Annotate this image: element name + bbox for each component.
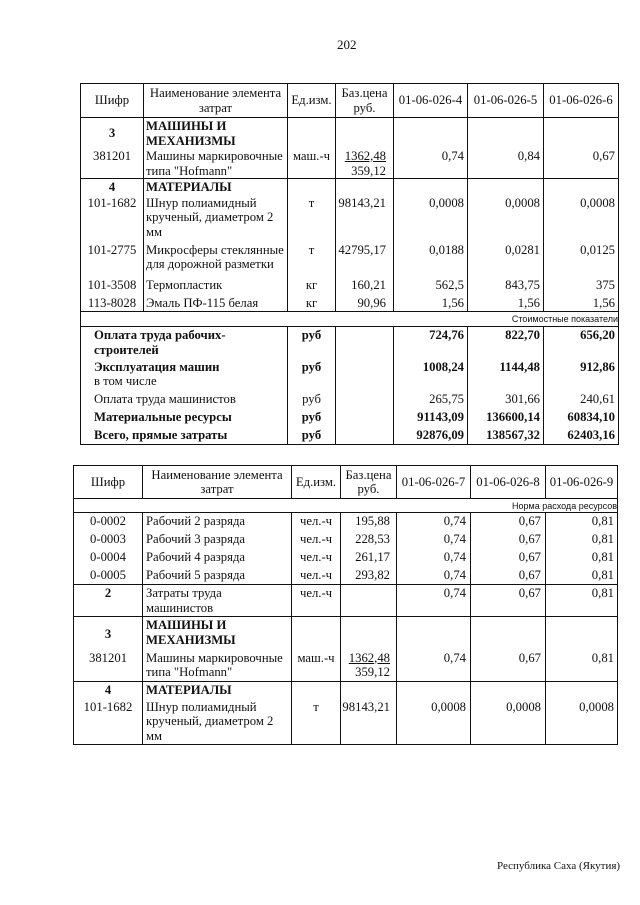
row-value: 375 [544,277,619,295]
empty-cell [544,118,619,149]
empty-cell [336,427,394,445]
row-price: 261,17 [341,549,397,567]
section-row-materials [74,682,618,699]
empty-cell [336,327,394,359]
row-value: 0,74 [397,531,471,549]
header-unit: Ед.изм. [292,466,341,499]
row-price: 90,96 [336,295,394,312]
row-unit: маш.-ч [292,650,341,682]
header-name: Наименование элемента затрат [143,466,292,499]
caption-row [74,499,618,513]
row-unit: т [288,242,336,277]
summary-row [81,409,619,427]
row-code: 0-0004 [74,549,143,567]
row-value: 0,0125 [544,242,619,277]
row-name: Шнур полиамидный крученый, диаметром 2 мм [143,699,292,745]
row-value: 0,81 [546,549,618,567]
row-code: 0-0002 [74,513,143,531]
empty-cell [394,118,468,149]
row-name: Рабочий 4 разряда [143,549,292,567]
row-value: 0,84 [468,148,544,179]
row-value: 0,81 [546,531,618,549]
row-value: 0,0188 [394,242,468,277]
summary-value: 912,86 [544,359,619,391]
summary-unit: руб [288,409,336,427]
summary-note: в том числе [94,374,157,388]
summary-value: 822,70 [468,327,544,359]
section-row-machines [74,617,618,650]
row-unit: т [292,699,341,745]
summary-label: Всего, прямые затраты [81,427,288,445]
row-value: 0,81 [546,513,618,531]
summary-unit: руб [288,391,336,409]
empty-cell [546,617,618,650]
base-price-wages: 359,12 [355,665,390,679]
row-value: 0,81 [546,567,618,585]
row-unit: кг [288,295,336,312]
summary-row-total [81,427,619,445]
header-code: Шифр [74,466,143,499]
base-price: 1362,48 [348,650,390,665]
summary-value: 91143,09 [394,409,468,427]
row-value: 1,56 [544,295,619,312]
section-title: МАТЕРИАЛЫ [143,682,292,699]
row-value: 562,5 [394,277,468,295]
summary-value: 301,66 [468,391,544,409]
row-value: 0,74 [397,549,471,567]
header-column: 01-06-026-7 [397,466,471,499]
header-column: 01-06-026-5 [468,84,544,118]
row-value: 0,74 [397,650,471,682]
row-value: 0,0008 [471,699,546,745]
empty-cell [336,409,394,427]
summary-value: 62403,16 [544,427,619,445]
row-price [341,650,397,682]
row-value: 0,0008 [397,699,471,745]
empty-cell [544,179,619,195]
table-row [74,650,618,682]
header-price: Баз.цена руб. [341,466,397,499]
table-row [81,295,619,312]
row-value: 0,81 [546,585,618,617]
table-row [81,277,619,295]
row-price: 228,53 [341,531,397,549]
summary-unit: руб [288,427,336,445]
table-header-row [81,84,619,118]
row-value: 0,67 [471,531,546,549]
section-title: МАШИНЫ И МЕХАНИЗМЫ [144,118,288,149]
header-column: 01-06-026-8 [471,466,546,499]
summary-row [81,327,619,359]
row-unit: чел.-ч [292,531,341,549]
table-header-row [74,466,618,499]
empty-cell [336,118,394,149]
row-price: 195,88 [341,513,397,531]
empty-cell [341,682,397,699]
row-value: 0,0008 [468,195,544,242]
page-footer: Республика Саха (Якутия) [497,860,621,872]
table-row [81,148,619,179]
row-name: Микросферы стеклянные для дорожной разметки [144,242,288,277]
empty-cell [471,682,546,699]
row-name: Эмаль ПФ-115 белая [144,295,288,312]
row-value: 0,74 [397,567,471,585]
empty-cell [468,118,544,149]
row-unit: чел.-ч [292,585,341,617]
summary-value: 136600,14 [468,409,544,427]
summary-value: 1144,48 [468,359,544,391]
section-code: 2 [74,585,143,617]
header-price: Баз.цена руб. [336,84,394,118]
norm-caption: Норма расхода ресурсов [74,499,618,513]
row-code: 0-0005 [74,567,143,585]
row-price: 98143,21 [336,195,394,242]
row-value: 0,74 [397,513,471,531]
header-name: Наименование элемента затрат [144,84,288,118]
row-value: 0,74 [394,148,468,179]
empty-cell [292,682,341,699]
row-value: 0,67 [471,650,546,682]
row-value: 0,67 [471,567,546,585]
row-value: 0,0008 [394,195,468,242]
row-unit: маш.-ч [288,148,336,179]
row-name: Термопластик [144,277,288,295]
row-price [336,148,394,179]
empty-cell [397,617,471,650]
page-number: 202 [337,37,357,52]
empty-cell [336,391,394,409]
row-name: Машины маркировочные типа "Hofmann" [143,650,292,682]
summary-value: 60834,10 [544,409,619,427]
row-code: 113-8028 [81,295,144,312]
header-column: 01-06-026-4 [394,84,468,118]
row-name: Рабочий 3 разряда [143,531,292,549]
row-unit: чел.-ч [292,567,341,585]
empty-cell [394,179,468,195]
row-value: 0,67 [471,549,546,567]
empty-cell [397,682,471,699]
summary-value: 92876,09 [394,427,468,445]
table-row [74,513,618,531]
base-price: 1362,48 [344,149,386,163]
row-value: 0,67 [544,148,619,179]
header-code: Шифр [81,84,144,118]
row-unit: чел.-ч [292,549,341,567]
summary-value: 1008,24 [394,359,468,391]
empty-cell [336,359,394,391]
cost-caption: Стоимостные показатели [81,312,619,327]
summary-label-cell [81,359,288,391]
row-code: 101-3508 [81,277,144,295]
table-row [74,699,618,745]
summary-unit: руб [288,359,336,391]
caption-row [81,312,619,327]
empty-cell [288,118,336,149]
header-column: 01-06-026-6 [544,84,619,118]
empty-cell [336,179,394,195]
summary-label: Оплата труда рабочих-строителей [81,327,288,359]
row-unit: чел.-ч [292,513,341,531]
row-code: 381201 [74,650,143,682]
header-column: 01-06-026-9 [546,466,618,499]
row-price: 42795,17 [336,242,394,277]
summary-value: 265,75 [394,391,468,409]
header-unit: Ед.изм. [288,84,336,118]
summary-value: 138567,32 [468,427,544,445]
row-unit: т [288,195,336,242]
table-row [74,567,618,585]
row-price: 160,21 [336,277,394,295]
empty-cell [288,179,336,195]
row-name: Рабочий 5 разряда [143,567,292,585]
section-row-machines [81,118,619,149]
table-row [81,195,619,242]
row-value: 0,67 [471,513,546,531]
row-code: 101-1682 [81,195,144,242]
empty-cell [292,617,341,650]
section-code: 3 [74,617,143,650]
row-value: 1,56 [394,295,468,312]
row-code: 101-2775 [81,242,144,277]
section-code: 4 [81,179,144,195]
row-name: Рабочий 2 разряда [143,513,292,531]
summary-unit: руб [288,327,336,359]
row-value: 0,67 [471,585,546,617]
row-value: 843,75 [468,277,544,295]
row-value: 1,56 [468,295,544,312]
base-price-wages: 359,12 [351,163,386,178]
table-row [74,549,618,567]
resource-table-2 [73,465,618,745]
summary-label: Материальные ресурсы [81,409,288,427]
section-row-operators [74,585,618,617]
empty-cell [471,617,546,650]
row-code: 381201 [81,148,144,179]
summary-label: Оплата труда машинистов [81,391,288,409]
row-value: 0,0281 [468,242,544,277]
summary-value: 656,20 [544,327,619,359]
row-value: 0,74 [397,585,471,617]
row-name: Шнур полиамидный крученый, диаметром 2 мм [144,195,288,242]
summary-label: Эксплуатация машин [94,359,220,374]
row-value: 0,81 [546,650,618,682]
row-price: 293,82 [341,567,397,585]
empty-cell [468,179,544,195]
empty-cell [341,585,397,617]
summary-value: 724,76 [394,327,468,359]
row-code: 0-0003 [74,531,143,549]
table-row [74,531,618,549]
table-row [81,242,619,277]
row-code: 101-1682 [74,699,143,745]
resource-table-1 [80,83,619,445]
summary-row [81,391,619,409]
row-name: Машины маркировочные типа "Hofmann" [144,148,288,179]
row-value: 0,0008 [544,195,619,242]
empty-cell [546,682,618,699]
empty-cell [341,617,397,650]
summary-value: 240,61 [544,391,619,409]
row-price: 98143,21 [341,699,397,745]
section-title: МАШИНЫ И МЕХАНИЗМЫ [143,617,292,650]
row-name: Затраты труда машинистов [143,585,292,617]
section-row-materials [81,179,619,195]
summary-row [81,359,619,391]
row-value: 0,0008 [546,699,618,745]
section-title: МАТЕРИАЛЫ [144,179,288,195]
section-code: 4 [74,682,143,699]
row-unit: кг [288,277,336,295]
section-code: 3 [81,118,144,149]
